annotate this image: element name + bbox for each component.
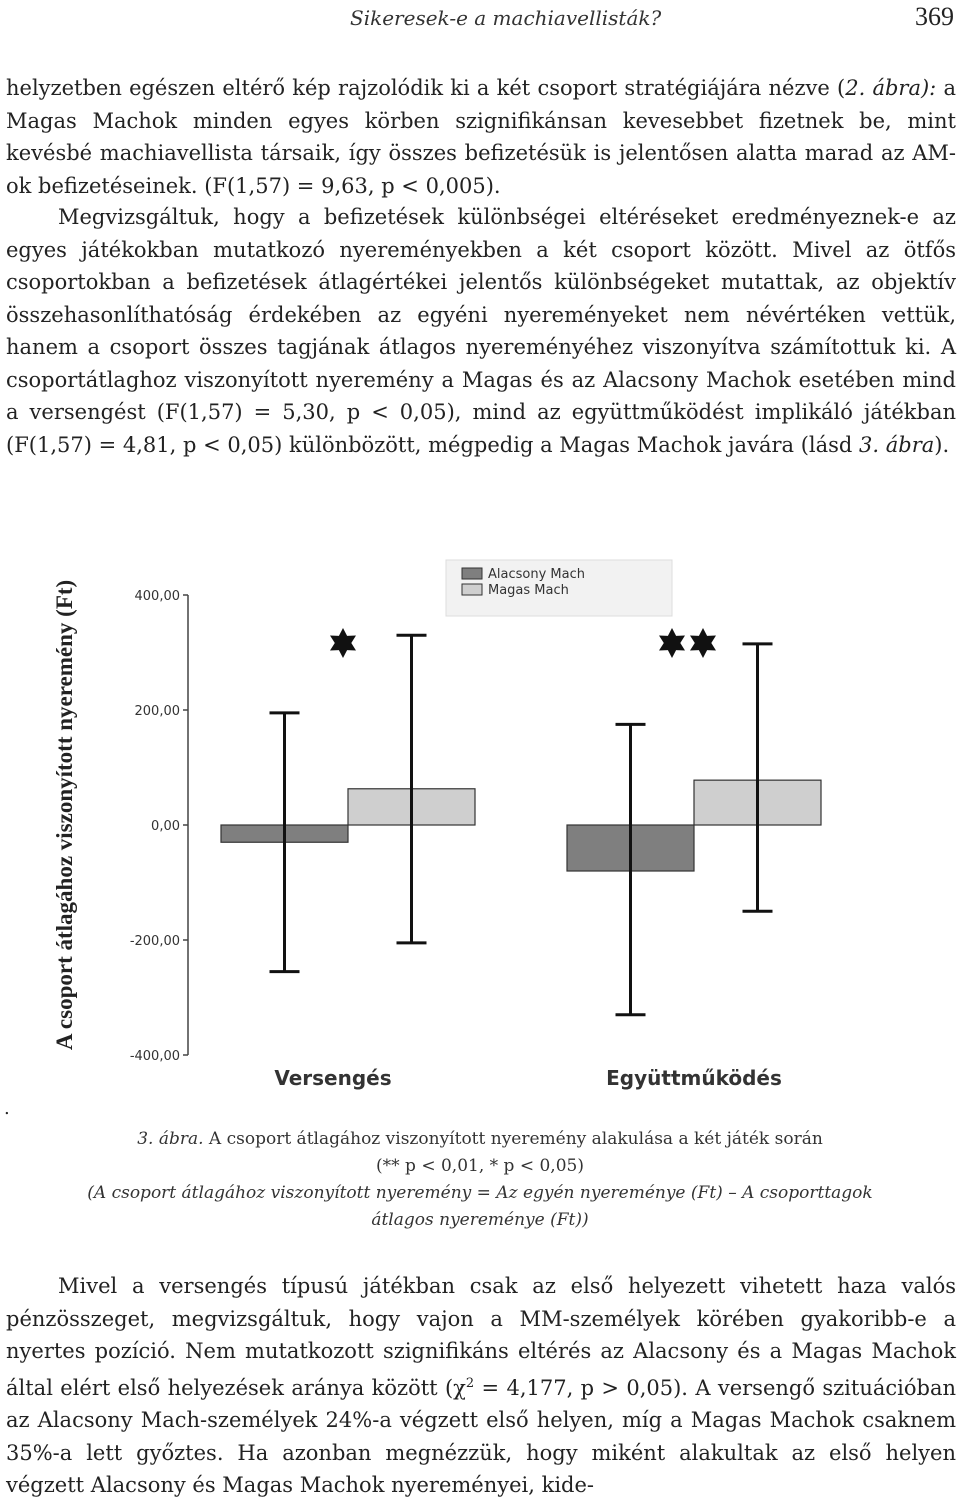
page-header — [0, 2, 960, 36]
legend-label: Magas Mach — [488, 583, 569, 598]
paragraph-3-superscript: 2 — [465, 1375, 475, 1391]
running-title: Sikeresek-e a machiavellisták? — [350, 6, 662, 30]
paragraph-1-text-b: a Magas Machok minden egyes körben szignifikánsan kevesebbet fizetnek be, mint kevésbé machiavellista társaik, így összes befizetésük is jelentősen alatta marad az AM-ok befizetéseinek. (F(1,57) = 9,63, p < 0,005). — [6, 76, 956, 198]
paragraph-3 — [6, 1270, 956, 1502]
bar-chart — [40, 540, 940, 1120]
paragraph-1 — [6, 72, 956, 202]
stray-dot: . — [4, 1098, 10, 1119]
y-tick-label: 0,00 — [151, 819, 180, 834]
significance-star-egyuttmukodes-2 — [690, 628, 716, 658]
caption-definition: (A csoport átlagához viszonyított nyeremény = Az egyén nyereménye (Ft) – A csoporttagok átlagos nyereménye (Ft)) — [87, 1183, 873, 1230]
y-tick-label: -200,00 — [129, 934, 180, 949]
caption-significance: (** p < 0,01, * p < 0,05) — [376, 1156, 584, 1176]
significance-star-egyuttmukodes-1 — [659, 628, 685, 658]
figure-caption — [40, 1126, 920, 1153]
y-tick-label: 400,00 — [134, 589, 180, 604]
x-category-label: Versengés — [274, 1066, 392, 1090]
paragraph-2-text-b: ). — [934, 432, 950, 457]
legend-label: Alacsony Mach — [488, 567, 585, 582]
paragraph-2 — [6, 201, 956, 461]
caption-label: 3. ábra. — [137, 1129, 204, 1149]
paragraph-1-text-a: helyzetben egészen eltérő kép rajzolódik ki a két csoport stratégiájára nézve ( — [6, 76, 846, 100]
caption-title: A csoport átlagához viszonyított nyeremény alakulása a két játék során — [203, 1129, 823, 1149]
paragraph-2-figure-ref: 3. ábra — [859, 432, 935, 457]
significance-star-versenges — [330, 628, 356, 658]
paragraph-1-figure-ref: 2. ábra): — [845, 76, 937, 100]
legend-swatch — [462, 568, 482, 579]
paragraph-2-text-a: Megvizsgáltuk, hogy a befizetések különbségei eltéréseket eredményeznek-e az egyes játékokban mutatkozó nyereményekben a két csoport között. Mivel az ötfős csoportokban a befizetések átlagértékei jelentős különbségeket mutattak, az objektív összehasonlíthatóság érdekében az egyéni nyereményeket nem névértéken vettük, hanem a csoport összes tagjának átlagos nyereményéhez viszonyítva számítottuk ki. A csoportátlaghoz viszonyított nyeremény a Magas és az Alacsony Machok esetében mind a versengést (F(1,57) = 5,30, p < 0,05), mind az együttműködést implikáló játékban (F(1,57) = 4,81, p < 0,05) különbözött, mégpedig a Magas Machok javára (lásd — [6, 205, 956, 457]
y-tick-label: -400,00 — [129, 1049, 180, 1064]
x-category-label: Együttműködés — [606, 1066, 782, 1090]
y-tick-label: 200,00 — [134, 704, 180, 719]
legend-swatch — [462, 584, 482, 595]
page-number: 369 — [915, 2, 954, 31]
y-axis-label: A csoport átlagához viszonyított nyeremény (Ft) — [52, 579, 77, 1051]
paragraph-3-text-b: = 4,177, p > 0,05). A versengő szituációban az Alacsony Mach-személyek 24%-a végzett első helyen, míg a Magas Machok csaknem 35%-a lett győztes. Ha azonban megnézzük, hogy miként alakultak az első helyen végzett Alacsony és Magas Machok nyereményei, kide- — [6, 1375, 956, 1497]
paragraph-3-text-a: Mivel a versengés típusú játékban csak az első helyezett vihetett haza valós pénzösszeget, megvizsgáltuk, hogy vajon a MM-személyek körében gyakoribb-e a nyertes pozíció. Nem mutatkozott szignifikáns eltérés az Alacsony és a Magas Machok által elért első helyezések aránya között (χ — [6, 1274, 956, 1400]
figure-3 — [40, 540, 940, 1120]
